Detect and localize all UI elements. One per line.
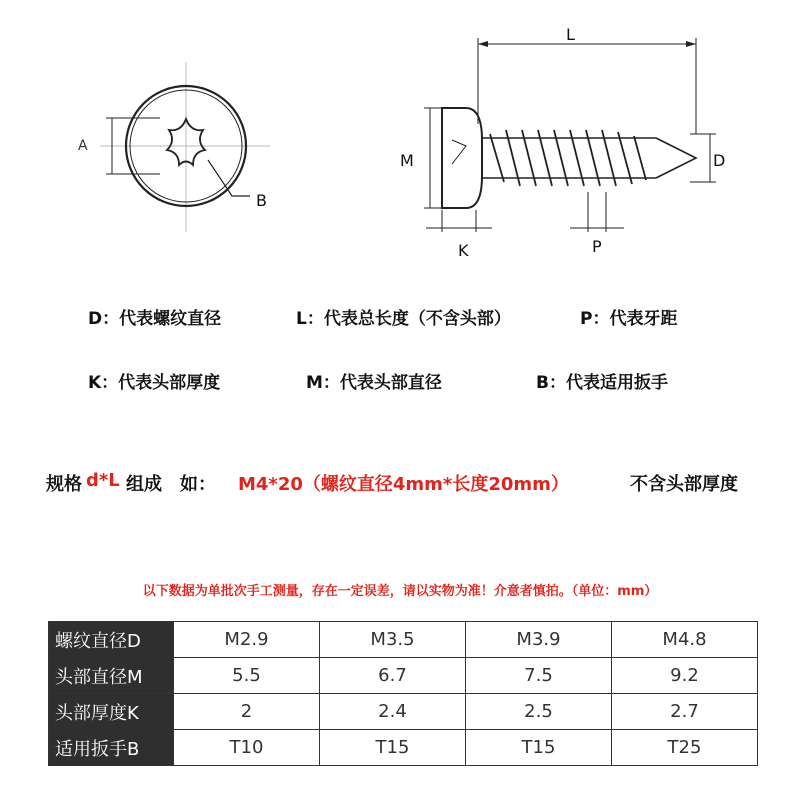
row-header: 头部直径M [49, 658, 174, 694]
table-cell: T25 [612, 730, 758, 766]
screw-tip [656, 138, 696, 178]
side-view [424, 38, 716, 232]
label-k: K [458, 241, 469, 260]
table-cell: 2.5 [466, 694, 612, 730]
table-cell: 2.7 [612, 694, 758, 730]
table-cell: 2 [174, 694, 320, 730]
front-view [100, 62, 270, 232]
legend-m: M：代表头部直径 [306, 373, 442, 393]
label-p: P [592, 237, 602, 256]
spec-formula: d*L [86, 470, 120, 491]
table-cell: 7.5 [466, 658, 612, 694]
legend-k: K：代表头部厚度 [88, 373, 221, 393]
table-row [49, 622, 758, 658]
table-cell: 5.5 [174, 658, 320, 694]
table-cell: M3.9 [466, 622, 612, 658]
label-d: D [713, 151, 726, 170]
spec-prefix: 规格 [46, 474, 82, 495]
screw-head [442, 108, 482, 208]
table-cell: 2.4 [320, 694, 466, 730]
table-cell: T10 [174, 730, 320, 766]
table-row [49, 730, 758, 766]
arrow-l-right [686, 41, 696, 47]
legend-p: P：代表牙距 [580, 309, 678, 329]
table-cell: M2.9 [174, 622, 320, 658]
table-cell: 9.2 [612, 658, 758, 694]
legend-d: D：代表螺纹直径 [88, 309, 222, 329]
legend-row-1 [0, 304, 800, 334]
row-header: 头部厚度K [49, 694, 174, 730]
table-row [49, 694, 758, 730]
socket-profile [452, 140, 466, 164]
row-header: 螺纹直径D [49, 622, 174, 658]
table-cell: T15 [466, 730, 612, 766]
screw-diagram [0, 0, 800, 290]
measurement-note: 以下数据为单批次手工测量，存在一定误差，请以实物为准！介意者慎拍。（单位：mm） [142, 584, 658, 599]
label-a: A [78, 138, 88, 154]
spec-table [48, 621, 758, 766]
table-cell: 6.7 [320, 658, 466, 694]
legend-l: L：代表总长度（不含头部） [296, 309, 511, 329]
spec-suffix: 不含头部厚度 [630, 474, 738, 495]
legend-row-2 [0, 368, 800, 398]
legend-b: B：代表适用扳手 [536, 373, 668, 393]
spec-example: M4*20（螺纹直径4mm*长度20mm） [238, 474, 569, 495]
table-cell: M4.8 [612, 622, 758, 658]
arrow-l-left [478, 41, 488, 47]
spec-prefix-2: 组成 如： [126, 474, 216, 495]
label-l: L [566, 25, 575, 44]
label-m: M [400, 151, 414, 170]
table-row [49, 658, 758, 694]
table-cell: M3.5 [320, 622, 466, 658]
table-cell: T15 [320, 730, 466, 766]
label-b: B [256, 191, 267, 210]
row-header: 适用扳手B [49, 730, 174, 766]
